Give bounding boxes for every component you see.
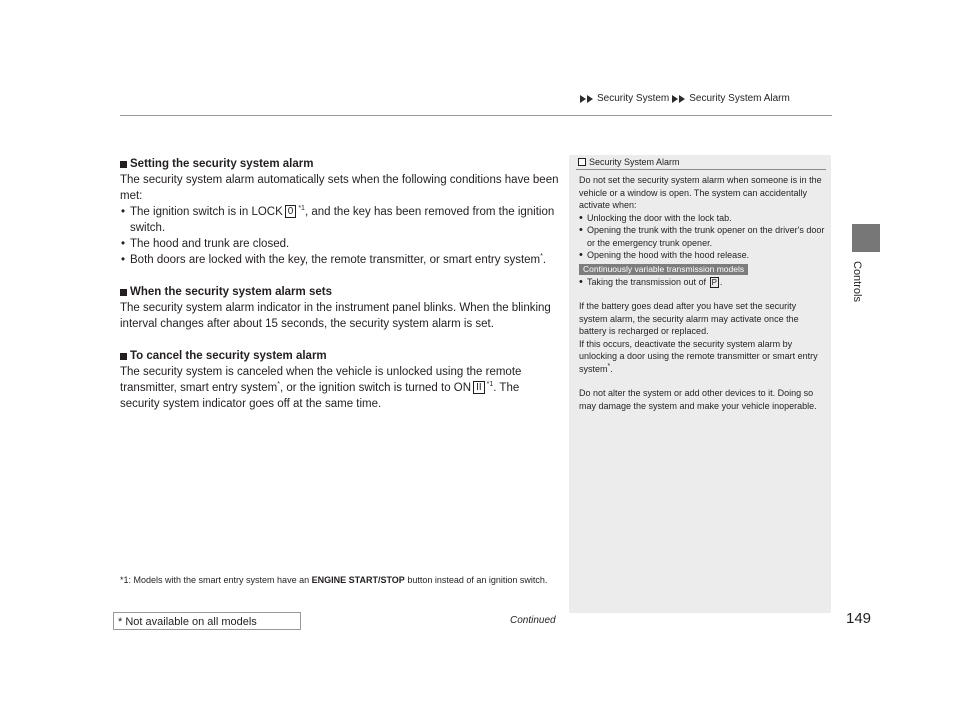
- spacer: [579, 375, 825, 387]
- note-box-icon: [578, 158, 586, 166]
- sidebar-body: [579, 174, 825, 412]
- list-item: • Opening the hood with the hood release.: [579, 249, 825, 262]
- chapter-tab-text: Controls: [851, 261, 863, 302]
- sidebar-paragraph: If the battery goes dead after you have set the security system alarm, the security alarm may activate once the battery is recharged or replaced.: [579, 301, 799, 336]
- list-item-text: .: [719, 276, 723, 287]
- sidebar-text: If this occurs, deactivate the security system alarm by unlocking a door using the remote transmitter or smart entry system: [579, 338, 818, 374]
- sidebar-title: [578, 157, 680, 167]
- list-item-text: , and the key has been removed from the ignition switch.: [130, 206, 555, 234]
- spacer: [579, 288, 825, 300]
- list-item-text: The ignition switch is in LOCK: [130, 206, 283, 218]
- section-body: [120, 364, 560, 412]
- sidebar-title-text: Security System Alarm: [589, 157, 680, 167]
- sidebar-paragraph: Do not alter the system or add other devices to it. Doing so may damage the system and make your vehicle inoperable.: [579, 388, 817, 411]
- footnote: [120, 573, 570, 588]
- section-heading-text: Setting the security system alarm: [130, 158, 314, 170]
- list-item: [120, 252, 560, 268]
- body-text: . The security system indicator goes off at the same time.: [120, 382, 520, 410]
- breadcrumb-item-security-system-alarm[interactable]: Security System Alarm: [689, 93, 790, 104]
- list-item-text: Both doors are locked with the key, the remote transmitter, or smart entry system: [130, 254, 541, 266]
- footnote-ref[interactable]: *1: [298, 205, 305, 213]
- sidebar-paragraph: Do not set the security system alarm when someone is in the vehicle or a window is open. The system can accidentally activate when:: [579, 175, 822, 210]
- square-bullet-icon: [120, 289, 127, 296]
- section-intro: The security system alarm automatically sets when the following conditions have been met:: [120, 174, 559, 202]
- main-content: [120, 156, 560, 412]
- key-symbol-on: II: [473, 381, 485, 394]
- sidebar-divider: [576, 169, 826, 170]
- section-body: The security system alarm indicator in the instrument panel blinks. When the blinking interval changes after about 15 seconds, the security system alarm is set.: [120, 302, 551, 330]
- footnote-text: button instead of an ignition switch.: [407, 575, 548, 585]
- key-symbol-park: P: [711, 277, 717, 287]
- footnote-ref[interactable]: *: [540, 253, 543, 261]
- breadcrumb-item-security-system[interactable]: Security System: [597, 93, 670, 104]
- footnote-ref[interactable]: *: [607, 362, 611, 370]
- model-badge: Continuously variable transmission models: [579, 264, 748, 275]
- footnote-ref[interactable]: *1: [486, 381, 494, 389]
- triangle-arrow-icon: [679, 95, 685, 103]
- list-item: • Unlocking the door with the lock tab.: [579, 212, 825, 225]
- spacer: [120, 268, 560, 284]
- header-divider: [120, 115, 832, 116]
- list-item: [120, 204, 560, 236]
- footnote-ref[interactable]: *: [277, 381, 280, 389]
- section-heading-text: To cancel the security system alarm: [130, 350, 327, 362]
- key-symbol-lock: 0: [285, 205, 297, 218]
- square-bullet-icon: [120, 353, 127, 360]
- sidebar-paragraph: [579, 338, 825, 376]
- triangle-arrow-icon: [672, 95, 678, 103]
- triangle-arrow-icon: [587, 95, 593, 103]
- body-text: The security system is canceled when the vehicle is unlocked using the remote transmitter, smart entry system: [120, 366, 522, 394]
- section-heading-cancel: [120, 348, 560, 364]
- list-item: • The hood and trunk are closed.: [120, 236, 560, 252]
- triangle-arrow-icon: [580, 95, 586, 103]
- footnote-text: *1: Models with the smart entry system have an: [120, 575, 310, 585]
- availability-note: * Not available on all models: [113, 612, 301, 630]
- list-item: [579, 276, 825, 289]
- section-heading-sets: [120, 284, 560, 300]
- sidebar-list: [579, 276, 825, 289]
- spacer: [120, 332, 560, 348]
- page-number: 149: [846, 610, 872, 627]
- section-heading-text: When the security system alarm sets: [130, 286, 332, 298]
- breadcrumb: [580, 93, 790, 104]
- section-heading-setting: [120, 156, 560, 172]
- square-bullet-icon: [120, 161, 127, 168]
- footnote-bold-text: ENGINE START/STOP: [311, 575, 405, 585]
- sidebar-text: .: [610, 363, 613, 374]
- continued-label: Continued: [510, 615, 556, 626]
- chapter-tab-marker: [852, 224, 880, 252]
- sidebar-list: [579, 212, 825, 262]
- chapter-tab-label: [849, 261, 867, 321]
- list-item: • Opening the trunk with the trunk opener on the driver's door or the emergency trunk opener.: [579, 224, 825, 249]
- list-item-text: Taking the transmission out of: [587, 276, 707, 287]
- list-item-text: .: [542, 254, 547, 266]
- body-text: , or the ignition switch is turned to ON: [279, 382, 472, 394]
- conditions-list: [120, 204, 560, 268]
